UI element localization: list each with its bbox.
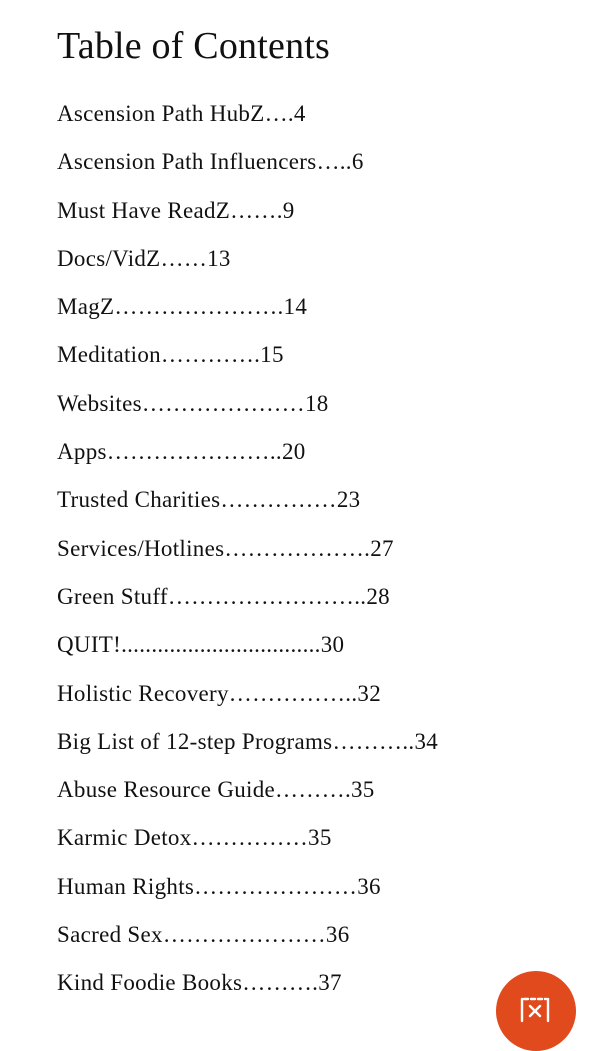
toc-entry: Docs/VidZ……13	[57, 245, 231, 271]
toc-entry: Apps…………………..20	[57, 439, 306, 465]
floating-action-button[interactable]	[496, 971, 576, 1051]
toc-entry: Human Rights…………………36	[57, 873, 381, 899]
toc-entry: Must Have ReadZ…….9	[57, 197, 295, 223]
toc-entry: Trusted Charities……………23	[57, 487, 361, 513]
toc-entry: Karmic Detox……………35	[57, 825, 332, 851]
toc-list	[57, 96, 438, 1014]
toc-title: Table of Contents	[57, 25, 331, 67]
toc-entry: Meditation………….15	[57, 342, 284, 368]
toc-entry: Ascension Path Influencers…..6	[57, 149, 364, 175]
close-box-icon	[518, 995, 552, 1025]
toc-entry: QUIT!.................................30	[57, 632, 345, 658]
toc-entry: Websites…………………18	[57, 390, 329, 416]
toc-entry: Green Stuff……………………..28	[57, 583, 390, 609]
toc-entry: Ascension Path HubZ….4	[57, 101, 306, 126]
toc-entry: Abuse Resource Guide……….35	[57, 777, 375, 803]
toc-entry: Services/Hotlines……………….27	[57, 535, 394, 561]
toc-entry: Holistic Recovery……………..32	[57, 680, 382, 706]
toc-entry: Big List of 12-step Programs………..34	[57, 728, 439, 754]
toc-entry: Kind Foodie Books……….37	[57, 970, 342, 996]
toc-entry: MagZ………………….14	[57, 294, 308, 320]
toc-entry: Sacred Sex…………………36	[57, 922, 350, 948]
